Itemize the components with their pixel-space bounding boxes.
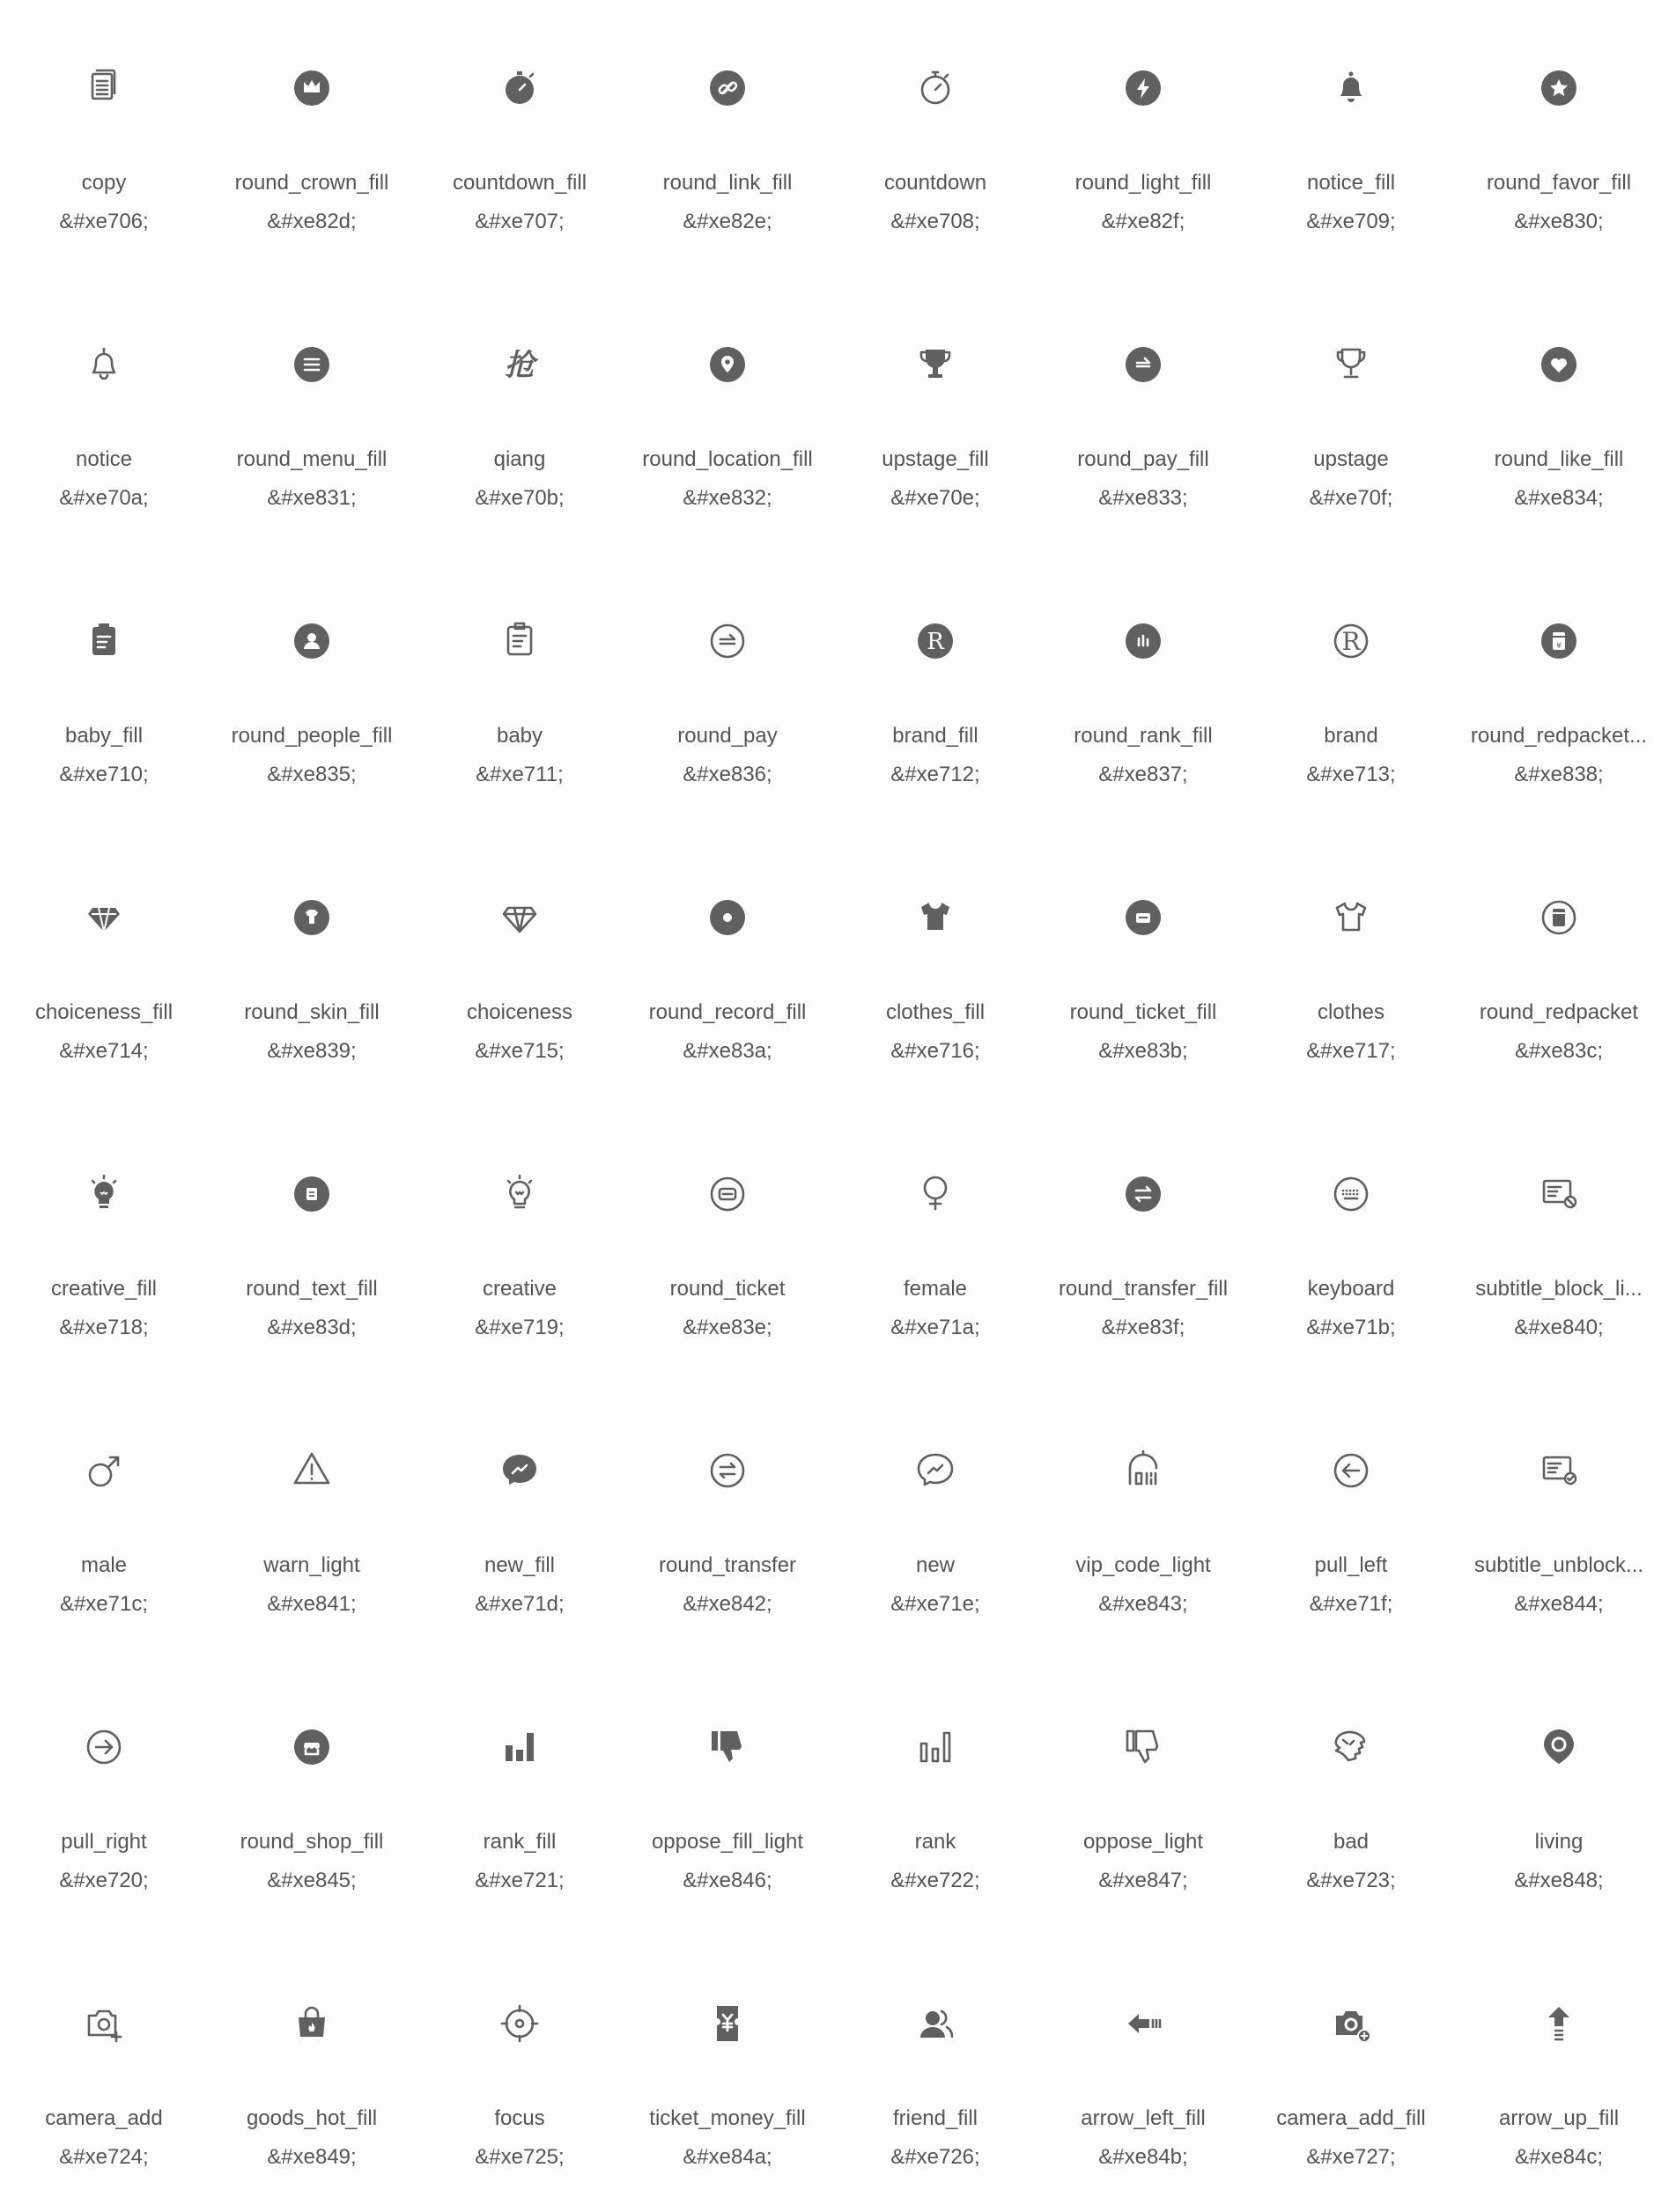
icon-name: round_redpacket... [1470,724,1648,748]
icon-card[interactable] [1455,1936,1654,2212]
icon-name: notice_fill [1306,171,1396,195]
icon-name: round_crown_fill [234,171,389,195]
icon-name: brand [1324,724,1378,748]
icon-card[interactable] [624,1382,831,1659]
location-icon [697,334,758,395]
icon-name: male [80,1553,128,1577]
icon-card[interactable] [1039,1382,1247,1659]
icon-name: round_text_fill [246,1277,378,1301]
icon-card[interactable] [624,276,831,553]
svg-text:¥: ¥ [1556,642,1562,651]
icon-card[interactable] [0,1382,208,1659]
icon-name: upstage [1313,447,1389,471]
icon-name: arrow_left_fill [1081,2106,1206,2130]
icon-code: &#xe715; [475,1039,565,1063]
icon-code: &#xe707; [475,210,565,233]
icon-name: round_redpacket [1479,1000,1639,1024]
icon-code: &#xe71c; [59,1592,149,1616]
brand-icon [1320,610,1382,672]
thumbs-down-icon [1112,1716,1174,1778]
icon-name: new_fill [484,1553,556,1577]
icon-card[interactable] [831,1106,1039,1382]
icon-code: &#xe84b; [1098,2145,1188,2169]
icon-name: creative_fill [50,1277,158,1301]
icon-card[interactable] [1039,1106,1247,1382]
svg-text:抢: 抢 [505,348,535,383]
icon-card[interactable] [1247,276,1455,553]
icon-card[interactable] [624,830,831,1106]
icon-code: &#xe836; [683,763,772,786]
diamond-fill-icon [73,887,135,948]
icon-name: round_people_fill [231,724,393,748]
arrow-circle-left-icon [1320,1440,1382,1501]
icon-card[interactable] [416,553,624,830]
icon-code: &#xe83b; [1098,1039,1188,1063]
icon-card[interactable] [0,1936,208,2212]
transfer-icon [697,1440,758,1501]
icon-card[interactable] [1247,1106,1455,1382]
icon-card[interactable] [416,1936,624,2212]
bulb-icon [489,1163,550,1225]
icon-name: female [903,1277,968,1301]
arrow-up-fill-icon [1528,1993,1590,2054]
icon-code: &#xe83c; [1514,1039,1604,1063]
icon-code: &#xe839; [267,1039,357,1063]
icon-card[interactable] [1455,1659,1654,1936]
redpacket-fill-icon [1528,610,1590,672]
icon-card[interactable] [0,830,208,1106]
brand-fill-icon [905,610,966,672]
icon-card[interactable] [831,1382,1039,1659]
icon-code: &#xe725; [475,2145,565,2169]
icon-name: goods_hot_fill [246,2106,378,2130]
diamond-icon [489,887,550,948]
icon-code: &#xe720; [59,1869,149,1892]
shirt-fill-icon [905,887,966,948]
icon-name: choiceness_fill [34,1000,174,1024]
record-icon [697,887,758,948]
svg-text:R: R [927,629,944,655]
icon-name: brand_fill [892,724,978,748]
icon-name: round_link_fill [662,171,793,195]
icon-card[interactable] [0,276,208,553]
warning-icon [281,1440,343,1501]
icon-code: &#xe721; [475,1869,565,1892]
icon-code: &#xe849; [267,2145,357,2169]
male-icon [73,1440,135,1501]
menu-icon [281,334,343,395]
icon-card[interactable] [831,830,1039,1106]
text-icon [281,1163,343,1225]
icon-card[interactable] [208,276,416,553]
icon-code: &#xe723; [1306,1869,1396,1892]
icon-card[interactable] [1247,1382,1455,1659]
icon-code: &#xe841; [267,1592,357,1616]
icon-code: &#xe835; [267,763,357,786]
icon-code: &#xe724; [59,2145,149,2169]
icon-name: round_menu_fill [236,447,388,471]
icon-card[interactable] [1039,830,1247,1106]
icon-code: &#xe848; [1514,1869,1604,1892]
icon-name: round_rank_fill [1074,724,1213,748]
icon-name: round_shop_fill [240,1830,384,1854]
icon-name: round_favor_fill [1486,171,1632,195]
icon-name: round_like_fill [1494,447,1624,471]
living-icon [1528,1716,1590,1778]
icon-card[interactable] [208,0,416,276]
bell-fill-icon [1320,57,1382,119]
star-icon [1528,57,1590,119]
icon-code: &#xe833; [1098,486,1188,510]
icon-card[interactable] [416,1106,624,1382]
icon-name: ticket_money_fill [649,2106,806,2130]
icon-name: camera_add_fill [1276,2106,1426,2130]
shirt-icon [1320,887,1382,948]
svg-text:R: R [1341,627,1361,656]
ticket-icon [697,1163,758,1225]
pay-icon [697,610,758,672]
countdown-icon [905,57,966,119]
icon-card[interactable] [208,1659,416,1936]
icon-code: &#xe718; [59,1316,149,1339]
link-icon [697,57,758,119]
icon-card[interactable] [624,1106,831,1382]
icon-code: &#xe837; [1098,763,1188,786]
icon-code: &#xe71a; [890,1316,980,1339]
messenger-icon [905,1440,966,1501]
icon-code: &#xe713; [1306,763,1396,786]
icon-code: &#xe719; [475,1316,565,1339]
icon-code: &#xe70f; [1309,486,1393,510]
thumbs-down-fill-icon [697,1716,758,1778]
icon-card[interactable] [416,830,624,1106]
icon-code: &#xe708; [890,210,980,233]
icon-code: &#xe840; [1514,1316,1604,1339]
icon-card[interactable] [1455,1382,1654,1659]
icon-name: clothes_fill [885,1000,986,1024]
icon-card[interactable] [1039,276,1247,553]
icon-name: round_transfer [658,1553,797,1577]
icon-code: &#xe709; [1306,210,1396,233]
icon-code: &#xe71d; [475,1592,565,1616]
focus-icon [489,1993,550,2054]
pay-fill-icon [1112,334,1174,395]
icon-card[interactable] [1247,1659,1455,1936]
icon-name: rank_fill [483,1830,557,1854]
icon-code: &#xe712; [890,763,980,786]
icon-name: upstage_fill [882,447,989,471]
icon-code: &#xe845; [267,1869,357,1892]
icon-card[interactable] [208,1106,416,1382]
arrow-circle-right-icon [73,1716,135,1778]
icon-name: vip_code_light [1075,1553,1211,1577]
icon-card[interactable] [416,0,624,276]
icon-name: round_pay [677,724,778,748]
redpacket-icon [1528,887,1590,948]
icon-name: friend_fill [892,2106,978,2130]
icon-name: round_light_fill [1074,171,1212,195]
subtitle-unblock-icon [1528,1440,1590,1501]
transfer-fill-icon [1112,1163,1174,1225]
ticket-money-icon [697,1993,758,2054]
icon-name: countdown [883,171,987,195]
icon-card[interactable] [1039,553,1247,830]
qiang-icon [489,334,550,395]
icon-card[interactable] [0,0,208,276]
icon-code: &#xe727; [1306,2145,1396,2169]
icon-card[interactable] [831,276,1039,553]
icon-card[interactable] [831,1936,1039,2212]
shop-icon [281,1716,343,1778]
icon-code: &#xe83a; [683,1039,772,1063]
icon-name: oppose_light [1082,1830,1204,1854]
icon-code: &#xe84c; [1514,2145,1604,2169]
icon-card[interactable] [0,1106,208,1382]
icon-name: bad [1333,1830,1370,1854]
crown-icon [281,57,343,119]
icon-card[interactable] [624,0,831,276]
icon-code: &#xe83d; [267,1316,357,1339]
icon-code: &#xe832; [683,486,772,510]
icon-name: creative [482,1277,557,1301]
icon-card[interactable] [1247,553,1455,830]
icon-code: &#xe722; [890,1869,980,1892]
icon-card[interactable] [0,1659,208,1936]
rank-round-icon [1112,610,1174,672]
icon-card[interactable] [1039,0,1247,276]
bad-icon [1320,1716,1382,1778]
icon-card[interactable] [624,1936,831,2212]
icon-code: &#xe711; [476,763,564,786]
messenger-fill-icon [489,1440,550,1501]
icon-name: new [915,1553,956,1577]
icon-name: round_ticket_fill [1069,1000,1217,1024]
hot-bag-icon [281,1993,343,2054]
icon-code: &#xe726; [890,2145,980,2169]
icon-card[interactable] [416,1382,624,1659]
icon-name: round_pay_fill [1077,447,1209,471]
icon-card[interactable] [624,553,831,830]
icon-name: living [1534,1830,1584,1854]
trophy-icon [1320,334,1382,395]
icon-code: &#xe83f; [1101,1316,1185,1339]
icon-card[interactable] [416,276,624,553]
icon-code: &#xe82d; [267,210,357,233]
icon-code: &#xe830; [1514,210,1604,233]
icon-name: clothes [1317,1000,1385,1024]
icon-name: round_ticket [669,1277,786,1301]
icon-code: &#xe71e; [890,1592,980,1616]
icon-code: &#xe70e; [890,486,980,510]
icon-code: &#xe834; [1514,486,1604,510]
skin-icon [281,887,343,948]
icon-card[interactable] [1247,1936,1455,2212]
icon-code: &#xe716; [890,1039,980,1063]
icon-card[interactable] [624,1659,831,1936]
trophy-fill-icon [905,334,966,395]
icon-name: oppose_fill_light [651,1830,804,1854]
keyboard-icon [1320,1163,1382,1225]
icon-card[interactable] [831,1659,1039,1936]
icon-code: &#xe70b; [475,486,565,510]
icon-card[interactable] [1455,0,1654,276]
icon-code: &#xe831; [267,486,357,510]
icon-code: &#xe82e; [683,210,772,233]
friend-icon [905,1993,966,2054]
icon-name: pull_left [1314,1553,1388,1577]
lightning-icon [1112,57,1174,119]
subtitle-block-icon [1528,1163,1590,1225]
icon-card[interactable] [208,1382,416,1659]
icon-card[interactable] [0,553,208,830]
icon-code: &#xe847; [1098,1869,1188,1892]
icon-code: &#xe706; [59,210,149,233]
icon-card[interactable] [1247,0,1455,276]
icon-code: &#xe846; [683,1869,772,1892]
icon-code: &#xe842; [683,1592,772,1616]
icon-card[interactable] [831,553,1039,830]
clipboard-fill-icon [73,610,135,672]
bar-chart-fill-icon [489,1716,550,1778]
icon-name: countdown_fill [452,171,587,195]
icon-code: &#xe84a; [683,2145,772,2169]
bell-icon [73,334,135,395]
icon-name: camera_add [45,2106,163,2130]
icon-code: &#xe717; [1306,1039,1396,1063]
clipboard-icon [489,610,550,672]
female-icon [905,1163,966,1225]
icon-name: baby_fill [64,724,144,748]
icon-name: qiang [493,447,546,471]
icon-name: round_record_fill [648,1000,807,1024]
icon-code: &#xe714; [59,1039,149,1063]
countdown-fill-icon [489,57,550,119]
icon-name: baby [496,724,543,748]
icon-name: choiceness [466,1000,573,1024]
icon-code: &#xe843; [1098,1592,1188,1616]
icon-code: &#xe844; [1514,1592,1604,1616]
heart-icon [1528,334,1590,395]
icon-card[interactable] [1455,276,1654,553]
icon-card[interactable] [416,1659,624,1936]
icon-code: &#xe82f; [1101,210,1185,233]
icon-code: &#xe71b; [1306,1316,1396,1339]
icon-code: &#xe838; [1514,763,1604,786]
icon-card[interactable] [208,553,416,830]
people-icon [281,610,343,672]
ticket-fill-icon [1112,887,1174,948]
icon-name: pull_right [61,1830,147,1854]
icon-name: subtitle_block_li... [1475,1277,1643,1301]
bar-chart-icon [905,1716,966,1778]
icon-card[interactable] [1455,553,1654,830]
icon-card[interactable] [1039,1936,1247,2212]
bulb-fill-icon [73,1163,135,1225]
icon-name: notice [75,447,133,471]
arrow-left-fill-icon [1112,1993,1174,2054]
icon-name: focus [494,2106,545,2130]
icon-code: &#xe70a; [59,486,149,510]
icon-name: copy [81,171,127,195]
icon-code: &#xe83e; [683,1316,772,1339]
camera-add-fill-icon [1320,1993,1382,2054]
copy-icon [73,57,135,119]
icon-card[interactable] [1455,1106,1654,1382]
icon-name: round_location_fill [642,447,813,471]
icon-card[interactable] [1039,1659,1247,1936]
icon-card[interactable] [208,830,416,1106]
icon-name: subtitle_unblock... [1473,1553,1644,1577]
icon-code: &#xe710; [59,763,149,786]
camera-add-icon [73,1993,135,2054]
icon-name: arrow_up_fill [1498,2106,1620,2130]
icon-name: round_transfer_fill [1058,1277,1229,1301]
icon-code: &#xe71f; [1309,1592,1393,1616]
icon-card[interactable] [1247,830,1455,1106]
icon-name: keyboard [1307,1277,1395,1301]
icon-card[interactable] [208,1936,416,2212]
icon-name: warn_light [263,1553,360,1577]
vip-code-icon [1112,1440,1174,1501]
icon-card[interactable] [831,0,1039,276]
icon-card[interactable] [1455,830,1654,1106]
icon-name: rank [914,1830,956,1854]
icon-name: round_skin_fill [244,1000,380,1024]
